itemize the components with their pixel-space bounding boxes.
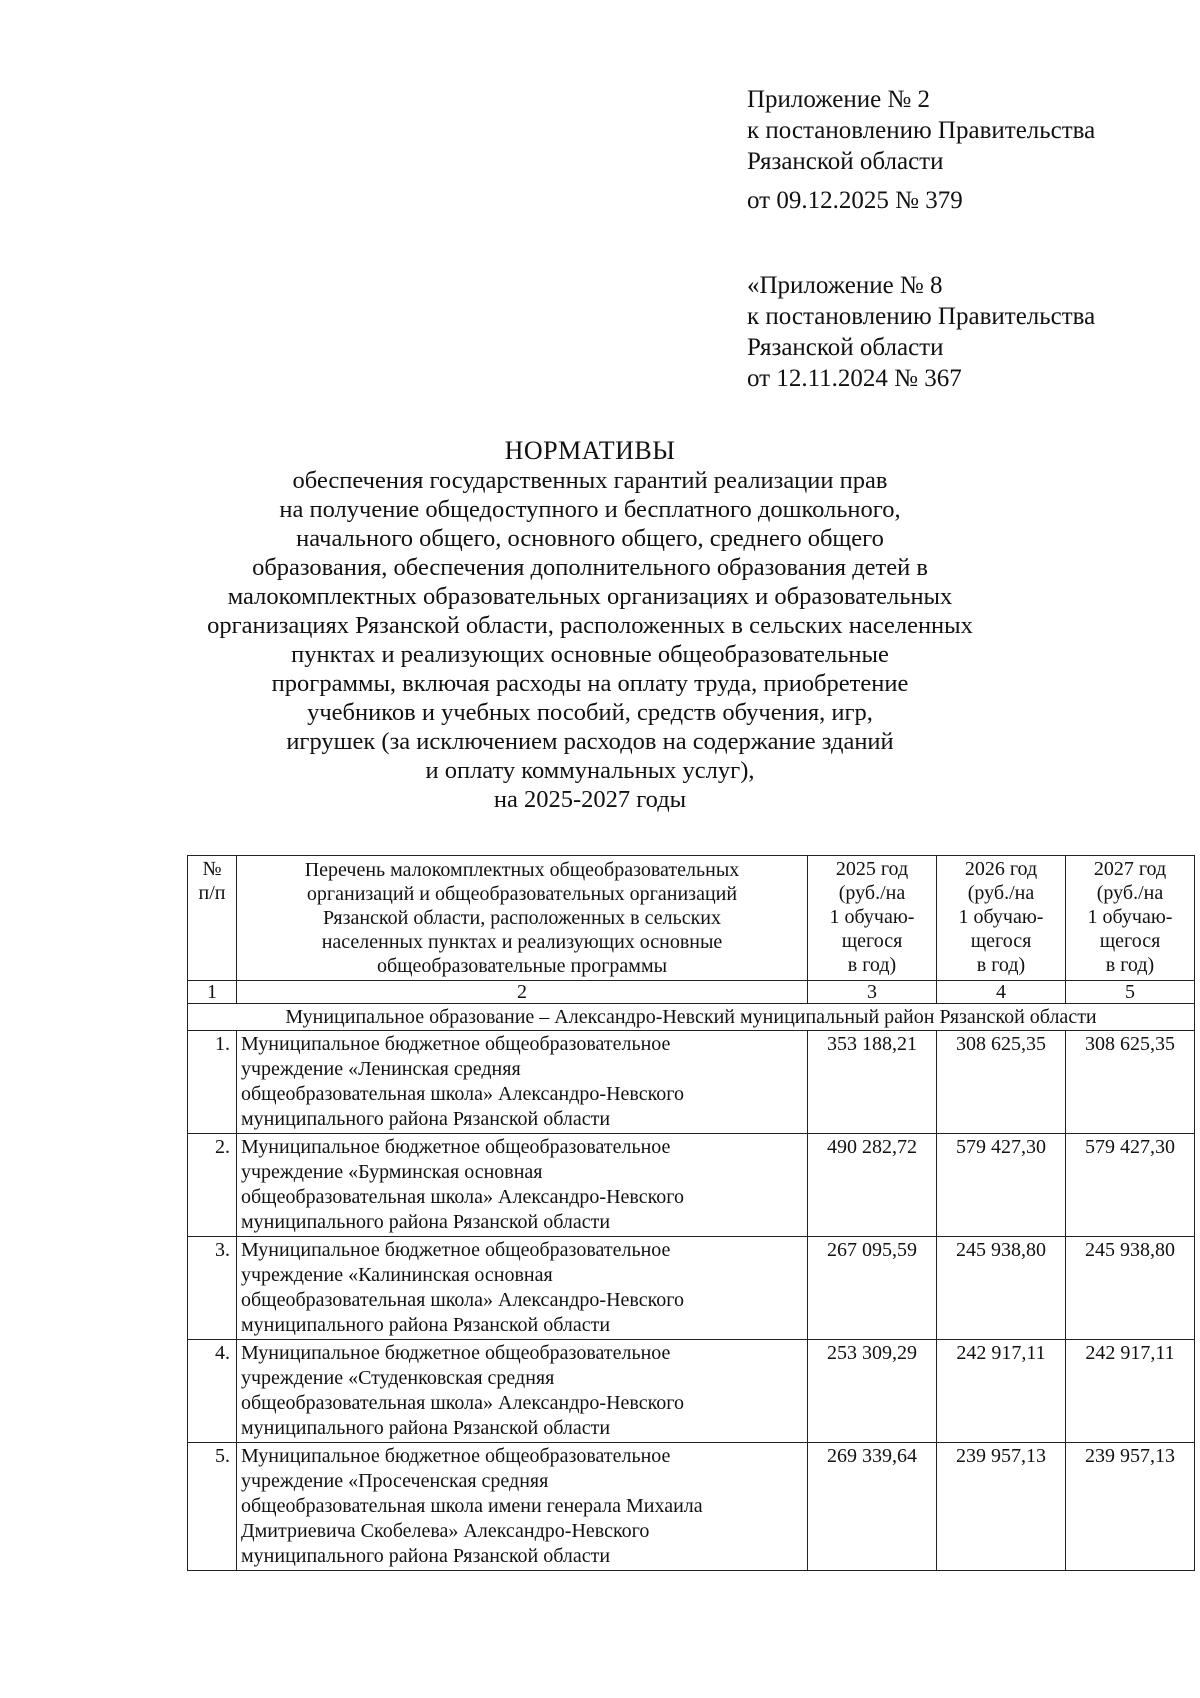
subtitle-line: организациях Рязанской области, расположенных в сельских населенных <box>207 612 973 639</box>
header-text: в год) <box>847 954 897 976</box>
table-row <box>188 1134 1195 1237</box>
header-text: Рязанской области, расположенных в сельских <box>323 907 721 929</box>
organization-name-line: учреждение «Просеченская средняя <box>241 1470 549 1492</box>
header-cell-2026 <box>937 856 1066 981</box>
organization-name-line: общеобразовательная школа имени генерала Михаила <box>241 1495 703 1517</box>
value-2027: 579 427,30 <box>1066 1134 1195 1237</box>
value-2025: 269 339,64 <box>808 1443 937 1571</box>
district-name: Муниципальное образование – Александро-Невский муниципальный район Рязанской области <box>188 1004 1195 1031</box>
appendix-original-line: от 12.11.2024 № 367 <box>747 365 962 392</box>
organization-name-line: муниципального района Рязанской области <box>241 1314 611 1336</box>
document-title-block <box>150 436 1030 814</box>
subtitle-line: и оплату коммунальных услуг), <box>425 757 755 784</box>
subtitle-line: программы, включая расходы на оплату труда, приобретение <box>271 670 909 697</box>
organization-name-line: учреждение «Студенковская средняя <box>241 1367 555 1389</box>
header-text: 2026 год <box>964 858 1038 880</box>
value-2025: 267 095,59 <box>808 1237 937 1340</box>
organization-name-line: муниципального района Рязанской области <box>241 1545 611 1567</box>
document-title: НОРМАТИВЫ <box>504 436 676 465</box>
header-text: организаций и общеобразовательных организаций <box>306 883 738 905</box>
appendix-current-line: Рязанской области <box>747 148 944 175</box>
organization-name-line: общеобразовательная школа» Александро-Невского <box>241 1186 685 1208</box>
value-2026: 245 938,80 <box>937 1237 1066 1340</box>
column-number-row <box>188 981 1195 1004</box>
subtitle-line: образования, обеспечения дополнительного образования детей в <box>252 554 928 581</box>
header-text: 2027 год <box>1093 858 1167 880</box>
value-2027: 242 917,11 <box>1066 1340 1195 1443</box>
value-2025: 353 188,21 <box>808 1031 937 1134</box>
header-text: в год) <box>1105 954 1155 976</box>
row-number: 3. <box>188 1237 237 1340</box>
header-cell-organization <box>237 856 808 981</box>
subtitle-line: обеспечения государственных гарантий реализации прав <box>292 467 888 494</box>
value-2027: 308 625,35 <box>1066 1031 1195 1134</box>
organization-name <box>237 1340 808 1443</box>
subtitle-line: игрушек (за исключением расходов на содержание зданий <box>286 728 894 755</box>
organization-name-line: общеобразовательная школа» Александро-Невского <box>241 1392 685 1414</box>
table-row <box>188 1443 1195 1571</box>
organization-name <box>237 1134 808 1237</box>
header-text: Перечень малокомплектных общеобразовательных <box>304 859 740 881</box>
norms-table <box>187 855 1195 1571</box>
subtitle-line: учебников и учебных пособий, средств обучения, игр, <box>307 699 873 726</box>
organization-name-line: общеобразовательная школа» Александро-Невского <box>241 1289 685 1311</box>
district-row <box>188 1004 1195 1031</box>
table-row <box>188 1340 1195 1443</box>
organization-name-line: общеобразовательная школа» Александро-Невского <box>241 1083 685 1105</box>
subtitle-line: на 2025-2027 годы <box>493 786 687 813</box>
appendix-current-block <box>747 84 1095 216</box>
header-text: № <box>202 858 222 880</box>
column-number: 2 <box>237 981 808 1004</box>
table-row <box>188 1237 1195 1340</box>
organization-name <box>237 1443 808 1571</box>
organization-name-line: муниципального района Рязанской области <box>241 1108 611 1130</box>
subtitle-line: на получение общедоступного и бесплатного дошкольного, <box>279 496 901 523</box>
organization-name-line: Дмитриевича Скобелева» Александро-Невского <box>241 1520 650 1542</box>
row-number: 2. <box>188 1134 237 1237</box>
table-row <box>188 1031 1195 1134</box>
header-text: (руб./на <box>967 882 1035 904</box>
organization-name-line: учреждение «Ленинская средняя <box>241 1058 521 1080</box>
header-text: общеобразовательные программы <box>376 955 668 977</box>
header-text: щегося <box>841 930 903 952</box>
header-text: (руб./на <box>838 882 906 904</box>
header-text: щегося <box>970 930 1032 952</box>
organization-name-line: Муниципальное бюджетное общеобразовательное <box>241 1136 671 1158</box>
value-2027: 245 938,80 <box>1066 1237 1195 1340</box>
appendix-original-block <box>747 270 1095 394</box>
value-2025: 490 282,72 <box>808 1134 937 1237</box>
organization-name-line: Муниципальное бюджетное общеобразовательное <box>241 1239 671 1261</box>
header-text: 2025 год <box>835 858 909 880</box>
header-text: 1 обучаю- <box>1087 906 1173 928</box>
appendix-current-line: Приложение № 2 <box>747 86 931 113</box>
header-text: 1 обучаю- <box>958 906 1044 928</box>
column-number: 4 <box>937 981 1066 1004</box>
value-2027: 239 957,13 <box>1066 1443 1195 1571</box>
subtitle-line: малокомплектных образовательных организациях и образовательных <box>227 583 953 610</box>
subtitle-line: начального общего, основного общего, среднего общего <box>296 525 884 552</box>
value-2025: 253 309,29 <box>808 1340 937 1443</box>
row-number: 5. <box>188 1443 237 1571</box>
appendix-original-line: Рязанской области <box>747 334 944 361</box>
header-text: 1 обучаю- <box>829 906 915 928</box>
header-cell-2025 <box>808 856 937 981</box>
appendix-current-line: от 09.12.2025 № 379 <box>747 187 963 214</box>
value-2026: 242 917,11 <box>937 1340 1066 1443</box>
document-subtitle <box>150 466 1030 814</box>
header-text: в год) <box>976 954 1026 976</box>
organization-name-line: учреждение «Калининская основная <box>241 1264 553 1286</box>
organization-name <box>237 1031 808 1134</box>
column-number: 5 <box>1066 981 1195 1004</box>
organization-name <box>237 1237 808 1340</box>
header-text: (руб./на <box>1096 882 1164 904</box>
header-text: щегося <box>1099 930 1161 952</box>
organization-name-line: учреждение «Бурминская основная <box>241 1161 543 1183</box>
appendix-original-line: «Приложение № 8 <box>747 272 943 299</box>
organization-name-line: Муниципальное бюджетное общеобразовательное <box>241 1033 671 1055</box>
row-number: 1. <box>188 1031 237 1134</box>
header-text: п/п <box>198 882 226 904</box>
column-number: 1 <box>188 981 237 1004</box>
header-text: населенных пунктах и реализующих основные <box>321 931 723 953</box>
appendix-current-line: к постановлению Правительства <box>747 117 1096 144</box>
value-2026: 579 427,30 <box>937 1134 1066 1237</box>
value-2026: 308 625,35 <box>937 1031 1066 1134</box>
subtitle-line: пунктах и реализующих основные общеобразовательные <box>291 641 889 668</box>
organization-name-line: муниципального района Рязанской области <box>241 1417 611 1439</box>
column-number: 3 <box>808 981 937 1004</box>
organization-name-line: Муниципальное бюджетное общеобразовательное <box>241 1342 671 1364</box>
organization-name-line: Муниципальное бюджетное общеобразовательное <box>241 1445 671 1467</box>
header-cell-2027 <box>1066 856 1195 981</box>
header-cell-number <box>188 856 237 981</box>
value-2026: 239 957,13 <box>937 1443 1066 1571</box>
organization-name-line: муниципального района Рязанской области <box>241 1211 611 1233</box>
table-header-row <box>188 856 1195 981</box>
row-number: 4. <box>188 1340 237 1443</box>
appendix-original-line: к постановлению Правительства <box>747 303 1096 330</box>
